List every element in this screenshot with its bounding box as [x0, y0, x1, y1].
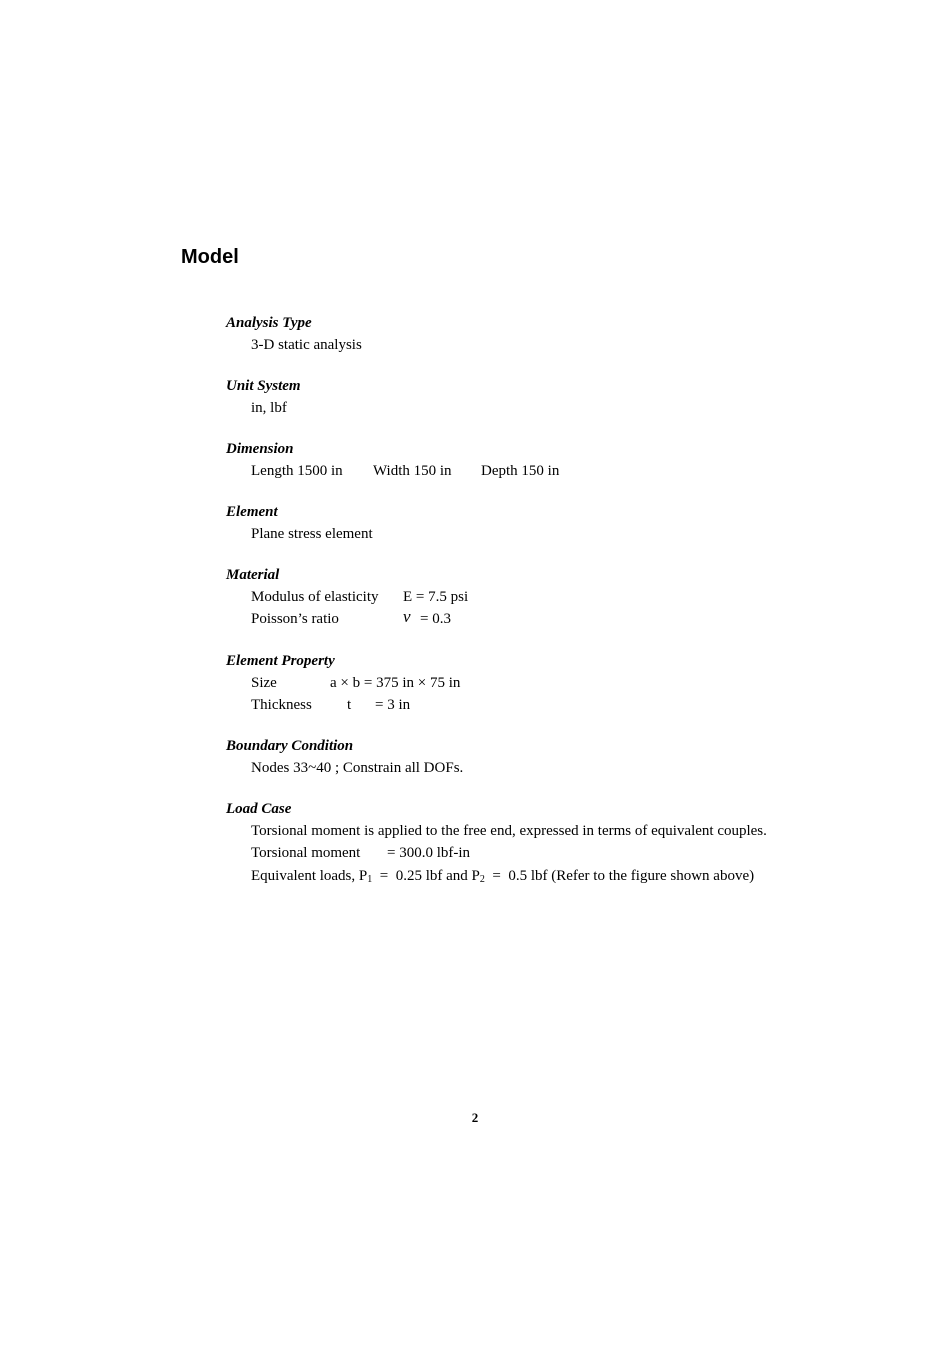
poisson-value: = 0.3 [420, 611, 451, 627]
loads-prefix: Equivalent loads, P [251, 868, 368, 884]
p2-subscript: 2 [479, 874, 485, 885]
loads-mid: = 0.25 lbf and P [372, 868, 480, 884]
element-size-line [251, 673, 851, 693]
boundary-condition-title: Boundary Condition [226, 738, 354, 754]
dimension-length: Length 1500 in [251, 463, 343, 479]
size-label: Size [251, 675, 277, 691]
page-number: 2 [471, 1110, 479, 1125]
material-poisson-line [251, 609, 851, 629]
modulus-value: E = 7.5 psi [403, 589, 469, 605]
loads-suffix: = 0.5 lbf (Refer to the figure shown above) [484, 868, 755, 884]
load-case-title: Load Case [226, 801, 292, 817]
page-heading: Model [181, 246, 239, 268]
poisson-label: Poisson’s ratio [251, 611, 339, 627]
torsional-moment-line [251, 843, 851, 863]
dimension-line [251, 461, 851, 481]
equivalent-loads-line [251, 866, 754, 886]
p1-subscript: 1 [367, 874, 373, 885]
element-thickness-line [251, 695, 851, 715]
boundary-condition-text: Nodes 33~40 ; Constrain all DOFs. [251, 760, 464, 776]
load-case-description: Torsional moment is applied to the free end, expressed in terms of equivalent couples. [251, 823, 767, 839]
material-title: Material [226, 567, 280, 583]
thickness-value: = 3 in [375, 697, 411, 713]
moment-value: = 300.0 lbf-in [387, 845, 471, 861]
dimension-depth: Depth 150 in [481, 463, 560, 479]
element-title: Element [226, 504, 278, 520]
element-text: Plane stress element [251, 526, 373, 542]
analysis-type-text: 3-D static analysis [251, 337, 362, 353]
modulus-label: Modulus of elasticity [251, 589, 379, 605]
thickness-symbol: t [347, 697, 352, 713]
poisson-symbol: ν [403, 607, 411, 626]
moment-label: Torsional moment [251, 845, 361, 861]
unit-system-title: Unit System [226, 378, 301, 394]
thickness-label: Thickness [251, 697, 312, 713]
material-modulus-line [251, 587, 851, 607]
dimension-width: Width 150 in [373, 463, 452, 479]
dimension-title: Dimension [226, 441, 294, 457]
element-property-title: Element Property [226, 653, 335, 669]
size-value: a × b = 375 in × 75 in [330, 675, 461, 691]
analysis-type-title: Analysis Type [226, 315, 312, 331]
unit-system-text: in, lbf [251, 400, 287, 416]
